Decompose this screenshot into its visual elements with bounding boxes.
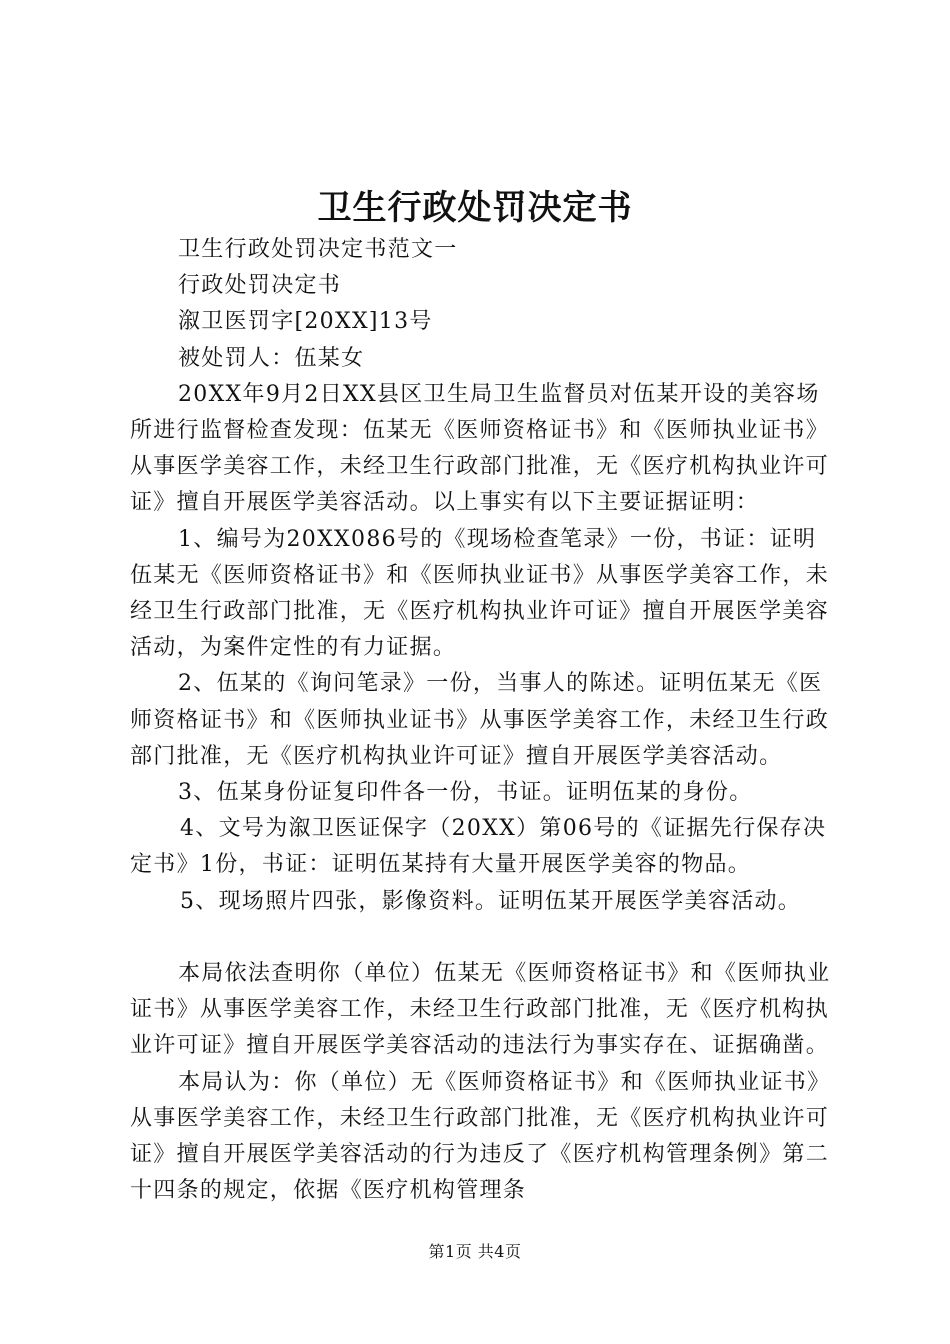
body-paragraph: 本局认为：你（单位）无《医师资格证书》和《医师执业证书》从事医学美容工作，未经卫生行政部门批准，无《医疗机构执业许可证》擅自开展医学美容活动的行为违反了《医疗机构管理条例》第二十四条的规定，依据《医疗机构管理条 [130, 1069, 831, 1204]
document-title: 卫生行政处罚决定书 [317, 188, 633, 228]
evidence-item: 4、文号为溆卫医证保字（20XX）第06号的《证据先行保存决定书》1份，书证：证明伍某持有大量开展医学美容的物品。 [130, 816, 827, 878]
subtitle-line: 行政处罚决定书 [178, 273, 342, 299]
subtitle-line: 卫生行政处罚决定书范文一 [178, 237, 458, 262]
evidence-item: 1、编号为20XX086号的《现场检查笔录》一份，书证：证明伍某无《医师资格证书》和《医师执业证书》从事医学美容工作，未经卫生行政部门批准，无《医疗机构执业许可证》擅自开展医学美容活动，为案件定性的有力证据。 [130, 526, 830, 661]
evidence-item: 5、现场照片四张，影像资料。证明伍某开展医学美容活动。 [180, 888, 802, 914]
body-paragraph: 20XX年9月2日XX县区卫生局卫生监督员对伍某开设的美容场所进行监督检查发现：伍某无《医师资格证书》和《医师执业证书》从事医学美容工作，未经卫生行政部门批准，无《医疗机构执业许可证》擅自开展医学美容活动。以上事实有以下主要证据证明： [130, 381, 830, 516]
document-number-line: 溆卫医罚字[20XX]13号 [178, 309, 433, 335]
paragraph-spacer [130, 920, 835, 956]
document-body [130, 232, 835, 1209]
penalized-person-line: 被处罚人：伍某女 [178, 345, 365, 371]
page-footer: 第1页 共4页 [428, 1242, 522, 1261]
evidence-item: 2、伍某的《询问笔录》一份，当事人的陈述。证明伍某无《医师资格证书》和《医师执业证书》从事医学美容工作，未经卫生行政部门批准，无《医疗机构执业许可证》擅自开展医学美容活动。 [130, 671, 830, 769]
body-paragraph: 本局依法查明你（单位）伍某无《医师资格证书》和《医师执业证书》从事医学美容工作，未经卫生行政部门批准，无《医疗机构执业许可证》擅自开展医学美容活动的违法行为事实存在、证据确凿。 [130, 961, 831, 1059]
evidence-item: 3、伍某身份证复印件各一份，书证。证明伍某的身份。 [178, 780, 753, 806]
